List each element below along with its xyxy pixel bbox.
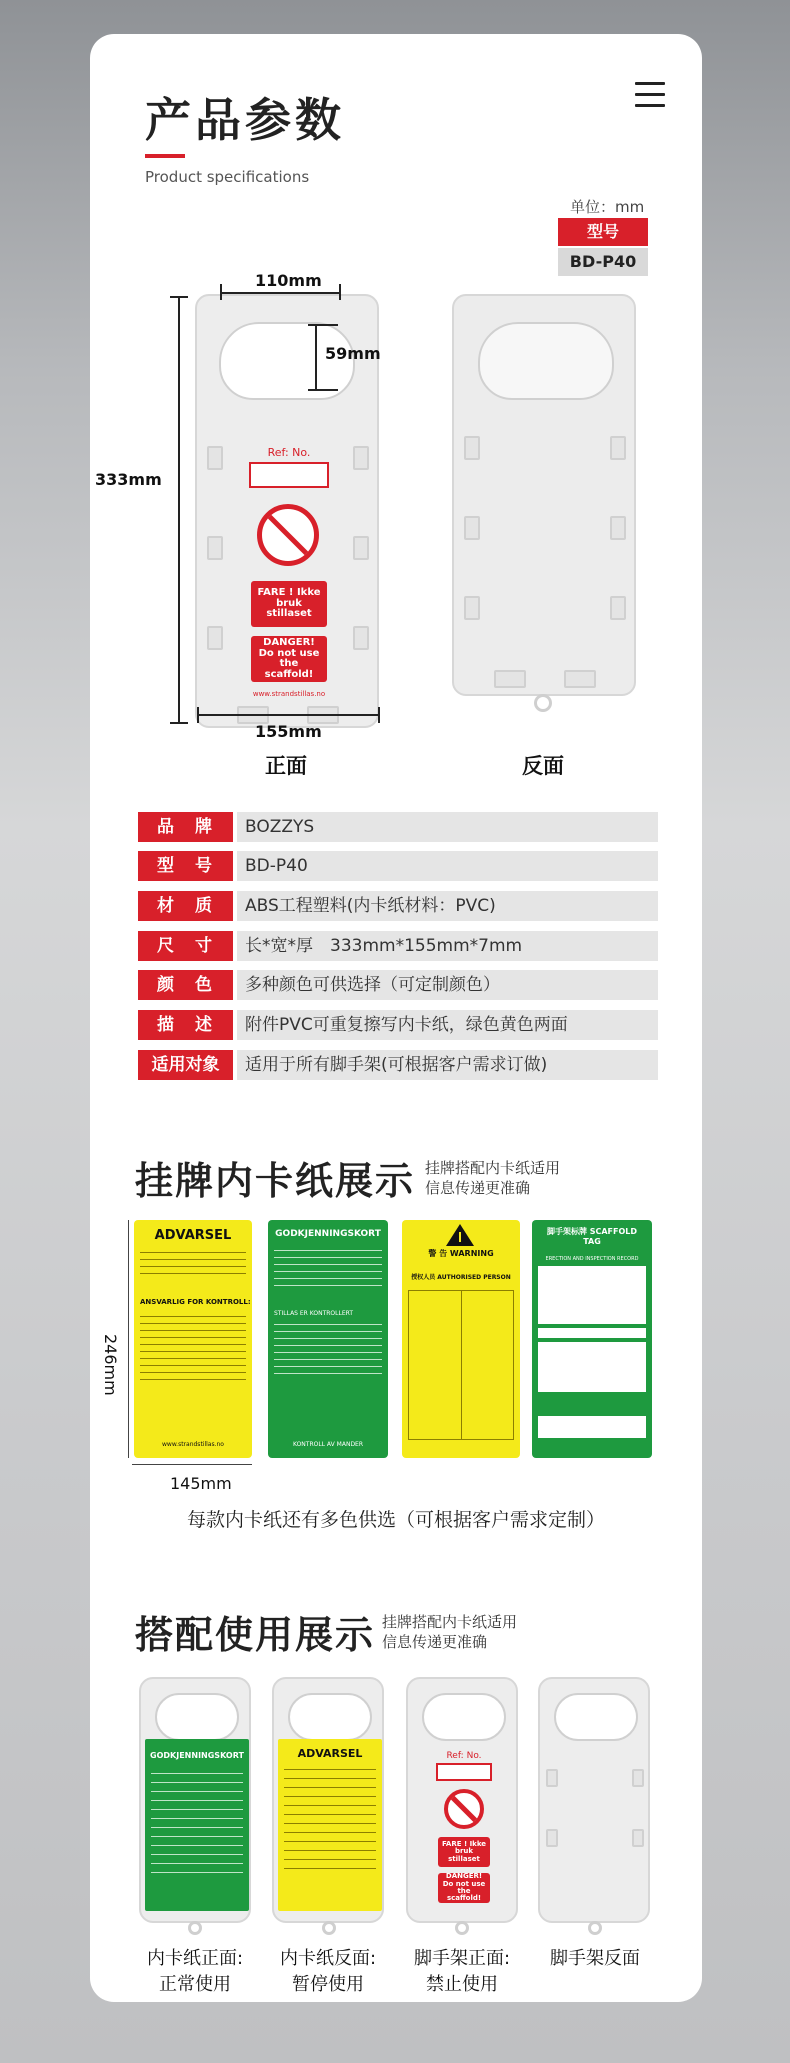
spec-row-size: 尺 寸 长*宽*厚 333mm*155mm*7mm xyxy=(138,931,658,961)
usage-tag-front: Ref: No. FARE ! Ikke bruk stillaset DANGER! Do not use the scaffold! xyxy=(406,1677,518,1923)
usage-caption-4: 脚手架反面 xyxy=(550,1948,640,1969)
product-card xyxy=(90,34,702,2002)
cards-caption: 每款内卡纸还有多色供选（可根据客户需求定制） xyxy=(186,1509,605,1531)
card-height-dim: 246mm xyxy=(101,1334,120,1396)
spec-row-color: 颜 色 多种颜色可供选择（可定制颜色） xyxy=(138,970,658,1000)
tag-back xyxy=(452,294,636,696)
spec-row-applicable: 适用对象 适用于所有脚手架(可根据客户需求订做) xyxy=(138,1050,658,1080)
usage-tag-back xyxy=(538,1677,650,1923)
danger-label: DANGER! Do not use the scaffold! xyxy=(251,636,327,682)
usage-caption-3: 脚手架正面: 禁止使用 xyxy=(413,1948,511,1995)
dim-height: 333mm xyxy=(95,470,162,489)
spec-row-material: 材 质 ABS工程塑料(内卡纸材料：PVC) xyxy=(138,891,658,921)
page-subtitle: Product specifications xyxy=(145,168,310,186)
insert-card-advarsel: ADVARSEL ANSVARLIG FOR KONTROLL: www.strandstillas.no xyxy=(134,1220,252,1458)
hanging-loop xyxy=(534,694,552,712)
unit-label: 单位：mm xyxy=(570,198,645,216)
dim-hole-height: 59mm xyxy=(325,344,381,363)
model-value: BD-P40 xyxy=(558,248,648,276)
prohibited-icon xyxy=(444,1789,484,1829)
insert-card-warning: 警 告 WARNING 授权人员 AUTHORISED PERSON xyxy=(402,1220,520,1458)
fare-label: FARE ! Ikke bruk stillaset xyxy=(251,581,327,627)
tag-hole xyxy=(478,322,614,400)
dim-width-top: 110mm xyxy=(255,271,322,290)
back-label: 反面 xyxy=(522,754,564,778)
prohibited-icon xyxy=(257,504,319,566)
usage-caption-2: 内卡纸反面: 暂停使用 xyxy=(279,1948,377,1995)
ref-label: Ref: No. xyxy=(267,446,311,459)
spec-row-description: 描 述 附件PVC可重复擦写内卡纸，绿色黄色两面 xyxy=(138,1010,658,1040)
tag-url: www.strandstillas.no xyxy=(252,690,326,698)
menu-icon[interactable] xyxy=(635,82,665,108)
page-title: 产品参数 xyxy=(145,93,345,147)
title-underline xyxy=(145,154,185,158)
usage-caption-1: 内卡纸正面: 正常使用 xyxy=(146,1948,244,1995)
spec-row-model: 型 号 BD-P40 xyxy=(138,851,658,881)
front-label: 正面 xyxy=(265,754,307,778)
insert-card-scaffold-tag: 脚手架标牌 SCAFFOLD TAG ERECTION AND INSPECTION RECORD xyxy=(532,1220,652,1458)
section-card-note: 挂牌搭配内卡纸适用 信息传递更准确 xyxy=(425,1159,561,1197)
spec-row-brand: 品 牌 BOZZYS xyxy=(138,812,658,842)
model-label: 型号 xyxy=(558,218,648,246)
insert-card-godkjenning: GODKJENNINGSKORT STILLAS ER KONTROLLERT KONTROLL AV MANDER xyxy=(268,1220,388,1458)
card-width-dim: 145mm xyxy=(170,1474,232,1493)
section-usage-title: 搭配使用展示 xyxy=(135,1613,376,1657)
dim-width-bottom: 155mm xyxy=(255,722,322,741)
usage-tag-yellow: ADVARSEL xyxy=(272,1677,384,1923)
section-usage-note: 挂牌搭配内卡纸适用 信息传递更准确 xyxy=(382,1613,518,1651)
ref-box xyxy=(249,462,329,488)
usage-tag-green: GODKJENNINGSKORT xyxy=(139,1677,251,1923)
section-card-title: 挂牌内卡纸展示 xyxy=(135,1159,416,1203)
